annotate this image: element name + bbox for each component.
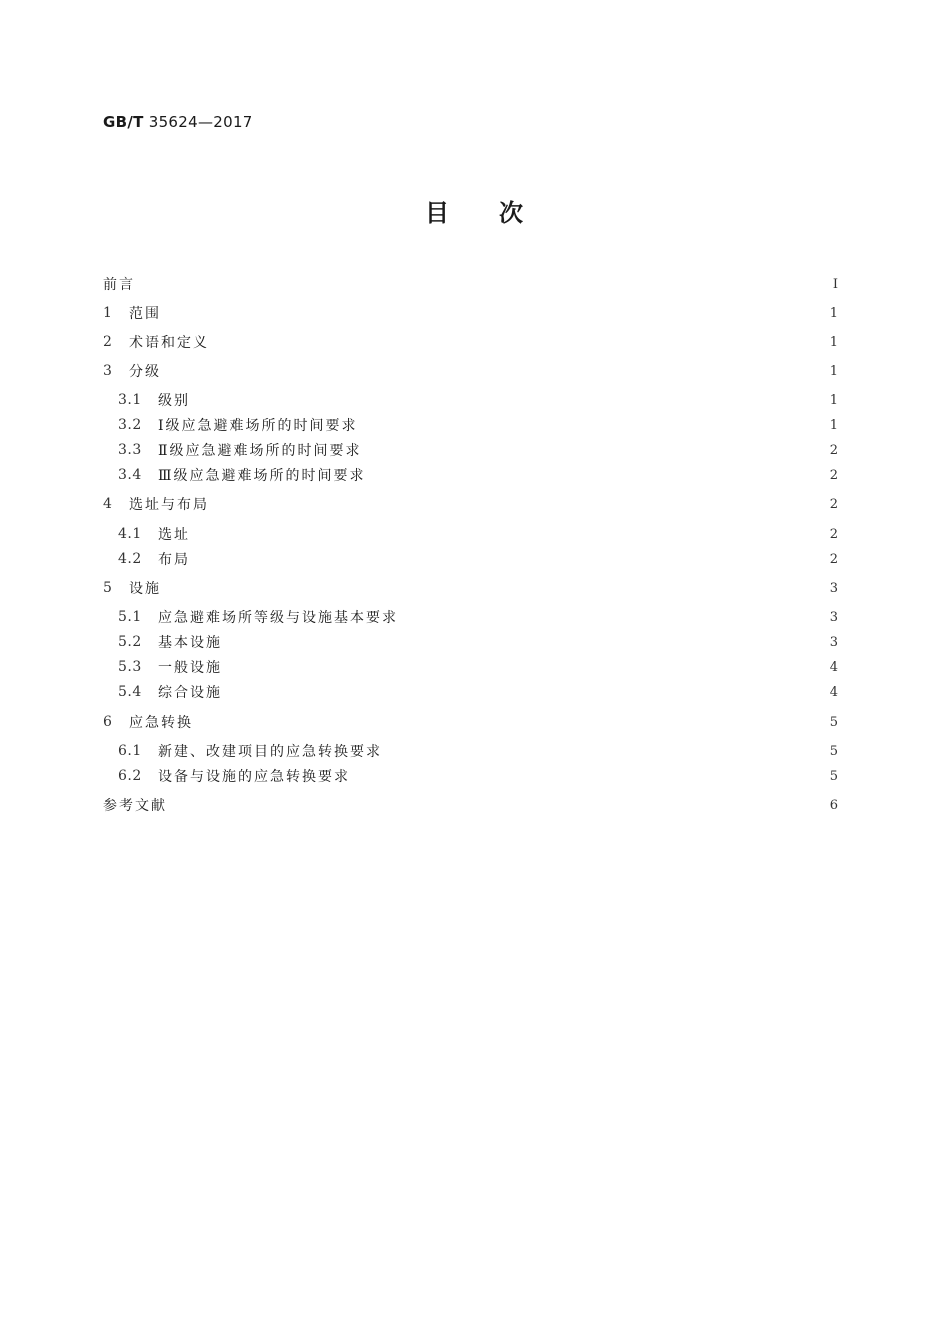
toc-entry[interactable] bbox=[118, 605, 838, 629]
toc-entry[interactable] bbox=[103, 330, 838, 354]
toc-dot-leader bbox=[196, 388, 820, 412]
toc-dot-leader bbox=[167, 576, 820, 600]
toc-entry-page: 6 bbox=[829, 797, 838, 813]
table-of-contents bbox=[103, 0, 838, 1342]
toc-entry-label: Ⅰ级应急避难场所的时间要求 bbox=[158, 418, 358, 434]
standard-prefix: GB/T bbox=[103, 113, 144, 131]
toc-entry-page: 4 bbox=[829, 684, 838, 700]
toc-entry-number: 3.1 bbox=[118, 392, 142, 408]
toc-entry-label: 应急避难场所等级与设施基本要求 bbox=[158, 610, 398, 626]
toc-entry[interactable] bbox=[118, 630, 838, 654]
toc-dot-leader bbox=[228, 680, 820, 704]
toc-entry-page: 2 bbox=[829, 526, 838, 542]
toc-entry-label: 前言 bbox=[103, 277, 135, 293]
toc-dot-leader bbox=[167, 359, 820, 383]
toc-entry-label: 新建、改建项目的应急转换要求 bbox=[158, 744, 382, 760]
toc-dot-leader bbox=[199, 710, 820, 734]
toc-entry-page: 1 bbox=[829, 334, 838, 350]
toc-entry-number: 1 bbox=[103, 305, 113, 321]
toc-dot-leader bbox=[173, 793, 820, 817]
toc-entry-label: 基本设施 bbox=[158, 635, 222, 651]
toc-entry-number: 5.1 bbox=[118, 609, 142, 625]
toc-entry-page: 4 bbox=[829, 659, 838, 675]
title-char-1: 目 bbox=[425, 199, 451, 227]
toc-entry[interactable] bbox=[103, 359, 838, 383]
toc-entry-page: 3 bbox=[829, 634, 838, 650]
toc-entry-label: 设备与设施的应急转换要求 bbox=[158, 769, 350, 785]
toc-entry-page: 2 bbox=[829, 442, 838, 458]
toc-entry[interactable] bbox=[118, 522, 838, 546]
toc-entry-page: 2 bbox=[829, 496, 838, 512]
toc-entry[interactable] bbox=[118, 739, 838, 763]
toc-entry-page: 2 bbox=[829, 551, 838, 567]
toc-entry-number: 4 bbox=[103, 496, 113, 512]
toc-entry-number: 3.3 bbox=[118, 442, 142, 458]
toc-entry[interactable] bbox=[118, 655, 838, 679]
toc-dot-leader bbox=[372, 463, 820, 487]
toc-entry[interactable] bbox=[118, 388, 838, 412]
toc-entry-label: 分级 bbox=[129, 364, 161, 380]
toc-dot-leader bbox=[356, 764, 820, 788]
toc-dot-leader bbox=[196, 522, 820, 546]
toc-entry-label: 范围 bbox=[129, 306, 161, 322]
toc-entry[interactable] bbox=[118, 413, 838, 437]
toc-entry-label: 一般设施 bbox=[158, 660, 222, 676]
toc-entry-number: 2 bbox=[103, 334, 113, 350]
toc-entry[interactable] bbox=[103, 793, 838, 817]
toc-entry-page: Ⅰ bbox=[832, 276, 838, 292]
toc-entry-number: 6.2 bbox=[118, 768, 142, 784]
toc-dot-leader bbox=[228, 630, 820, 654]
toc-entry-label: 参考文献 bbox=[103, 798, 167, 814]
toc-entry-number: 3 bbox=[103, 363, 113, 379]
toc-entry[interactable] bbox=[103, 492, 838, 516]
title-char-2: 次 bbox=[499, 199, 525, 227]
toc-dot-leader bbox=[196, 547, 820, 571]
toc-dot-leader bbox=[215, 492, 820, 516]
toc-dot-leader bbox=[228, 655, 820, 679]
toc-entry-label: 术语和定义 bbox=[129, 335, 209, 351]
standard-number: 35624—2017 bbox=[148, 113, 253, 131]
toc-entry-number: 5.2 bbox=[118, 634, 142, 650]
toc-dot-leader bbox=[368, 438, 820, 462]
toc-entry-number: 4.1 bbox=[118, 526, 142, 542]
toc-dot-leader bbox=[388, 739, 820, 763]
toc-dot-leader bbox=[215, 330, 820, 354]
toc-entry-page: 1 bbox=[829, 392, 838, 408]
toc-entry-number: 5 bbox=[103, 580, 113, 596]
toc-entry-page: 5 bbox=[829, 714, 838, 730]
toc-entry[interactable] bbox=[118, 680, 838, 704]
toc-entry-number: 6.1 bbox=[118, 743, 142, 759]
toc-entry[interactable] bbox=[103, 272, 838, 296]
toc-entry-label: 设施 bbox=[129, 581, 161, 597]
toc-entry[interactable] bbox=[103, 576, 838, 600]
toc-entry-page: 1 bbox=[829, 417, 838, 433]
toc-entry-page: 5 bbox=[829, 768, 838, 784]
toc-dot-leader bbox=[404, 605, 820, 629]
toc-entry-page: 1 bbox=[829, 305, 838, 321]
toc-entry-number: 3.2 bbox=[118, 417, 142, 433]
toc-entry[interactable] bbox=[103, 301, 838, 325]
toc-entry-label: 选址与布局 bbox=[129, 497, 209, 513]
toc-dot-leader bbox=[167, 301, 820, 325]
toc-entry-label: Ⅱ级应急避难场所的时间要求 bbox=[158, 443, 362, 459]
toc-entry-page: 3 bbox=[829, 609, 838, 625]
toc-entry[interactable] bbox=[103, 710, 838, 734]
toc-entry[interactable] bbox=[118, 463, 838, 487]
toc-entry-label: 综合设施 bbox=[158, 685, 222, 701]
toc-entry-page: 1 bbox=[829, 363, 838, 379]
toc-entry-number: 3.4 bbox=[118, 467, 142, 483]
toc-entry-number: 5.3 bbox=[118, 659, 142, 675]
toc-entry-label: 级别 bbox=[158, 393, 190, 409]
toc-entry[interactable] bbox=[118, 547, 838, 571]
toc-entry-label: Ⅲ级应急避难场所的时间要求 bbox=[158, 468, 366, 484]
toc-entry-label: 布局 bbox=[158, 552, 190, 568]
toc-entry-label: 应急转换 bbox=[129, 715, 193, 731]
toc-entry-label: 选址 bbox=[158, 527, 190, 543]
toc-dot-leader bbox=[141, 272, 820, 296]
toc-entry[interactable] bbox=[118, 764, 838, 788]
toc-entry-page: 5 bbox=[829, 743, 838, 759]
toc-entry-number: 5.4 bbox=[118, 684, 142, 700]
toc-entry-page: 3 bbox=[829, 580, 838, 596]
toc-dot-leader bbox=[364, 413, 820, 437]
toc-entry-number: 4.2 bbox=[118, 551, 142, 567]
toc-entry[interactable] bbox=[118, 438, 838, 462]
toc-entry-number: 6 bbox=[103, 714, 113, 730]
toc-entry-page: 2 bbox=[829, 467, 838, 483]
